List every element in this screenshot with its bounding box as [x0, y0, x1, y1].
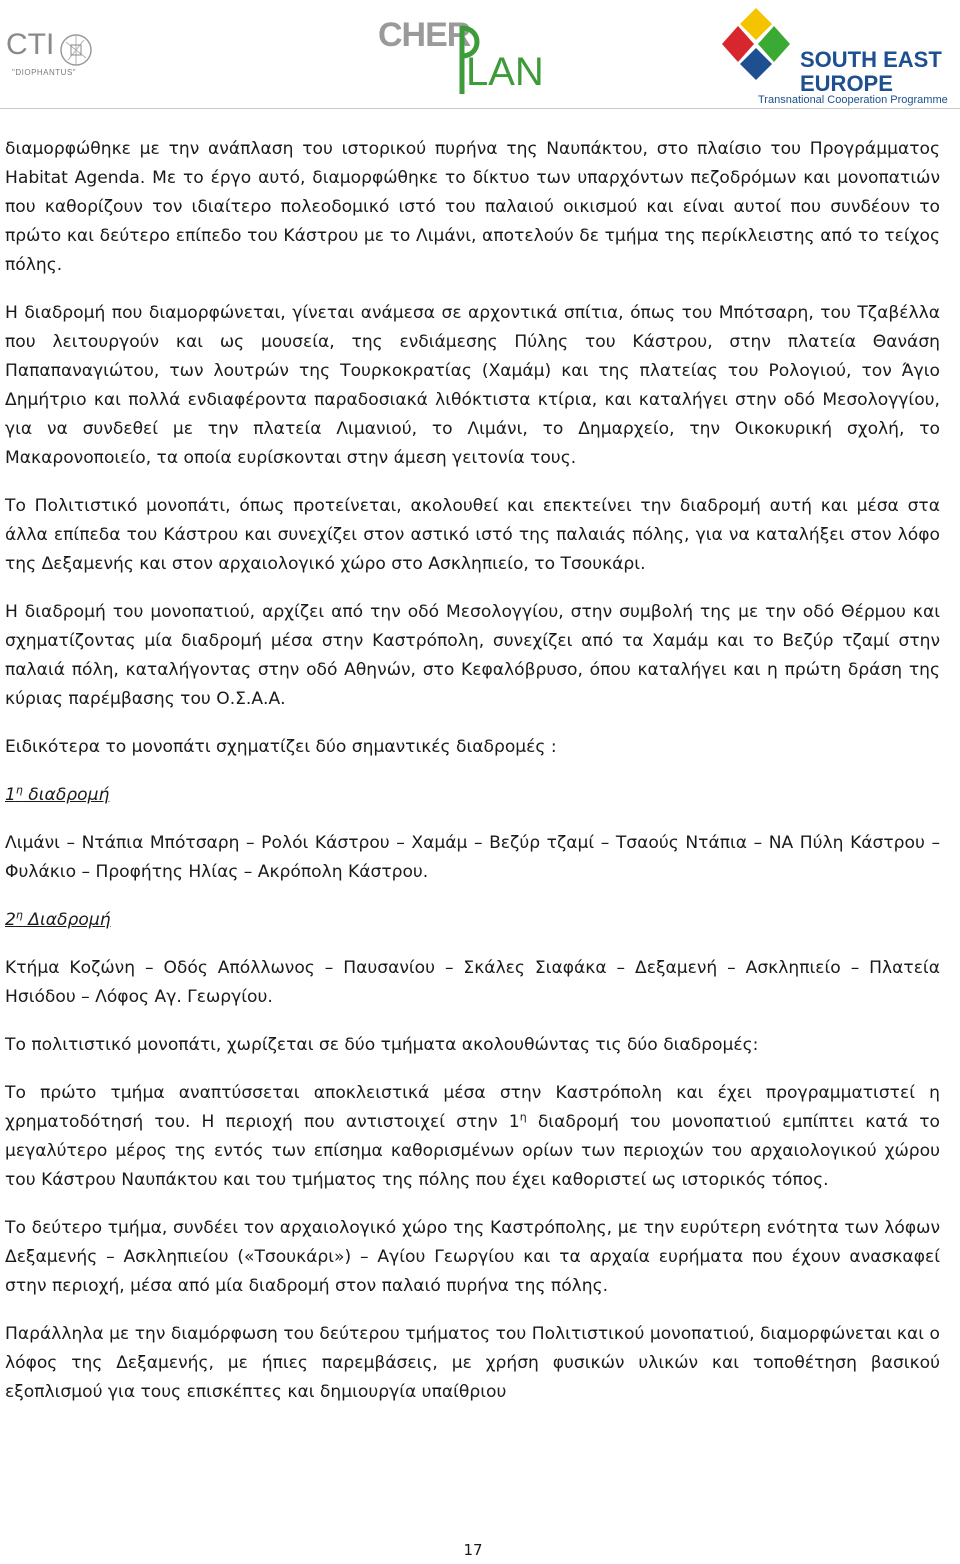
cherplan-logo — [378, 14, 568, 96]
route-1-description: Λιμάνι – Ντάπια Μπότσαρη – Ρολόι Κάστρου – Χαμάμ – Βεζύρ τζαμί – Τσαούς Ντάπια – ΝΑ Πύλη Κάστρου – Φυλάκιο – Προφήτης Ηλίας – Ακρόπολη Κάστρου. — [5, 833, 940, 882]
paragraph-6: Το πολιτιστικό μονοπάτι, χωρίζεται σε δύο τμήματα ακολουθώντας τις δύο διαδρομές: — [5, 1035, 759, 1055]
route-1-superscript: η — [15, 783, 23, 797]
see-logo-subtitle: Transnational Cooperation Programme — [758, 94, 948, 106]
route-2-heading — [5, 906, 940, 935]
route-2-superscript: η — [15, 908, 23, 922]
paragraph-5: Ειδικότερα το μονοπάτι σχηματίζει δύο σημαντικές διαδρομές : — [5, 737, 557, 757]
route-1-heading — [5, 781, 940, 810]
route-2-description: Κτήμα Κοζώνη – Οδός Απόλλωνος – Παυσανίου – Σκάλες Σιαφάκα – Δεξαμενή – Ασκληπιείο – Πλατεία Ησιόδου – Λόφος Αγ. Γεωργίου. — [5, 958, 940, 1007]
cti-logo-text: CTI — [6, 28, 55, 61]
see-title-line2: EUROPE — [800, 71, 893, 96]
paragraph-4: Η διαδρομή του μονοπατιού, αρχίζει από την οδό Μεσολογγίου, στην συμβολή της με την οδό Θέρμου και σχηματίζοντας μία διαδρομή μέσα στην Καστρόπολη, συνεχίζει από τα Χαμάμ και το Βεζύρ τζαμί στην παλαιά πόλη, καταλήγοντας στην οδό Αθηνών, στο Κεφαλόβρυσο, όπου καταλήγει και η πρώτη δράση της κύριας παρέμβασης του Ο.Σ.Α.Α. — [5, 602, 940, 709]
document-body — [5, 135, 940, 1426]
paragraph-3: Το Πολιτιστικό μονοπάτι, όπως προτείνεται, ακολουθεί και επεκτείνει την διαδρομή αυτή και μέσα στα άλλα επίπεδα του Κάστρου και συνεχίζει στον αστικό ιστό της παλαιάς πόλης, για να καταλήξει στον λόφο της Δεξαμενής και στον αρχαιολογικό χώρο στο Ασκληπιείο, το Τσουκάρι. — [5, 496, 940, 574]
route-2-word: Διαδρομή — [22, 910, 111, 930]
paragraph-7-part-a: Το πρώτο τμήμα αναπτύσσεται αποκλειστικά μέσα στην Καστρόπολη και έχει προγραμματιστεί η χρηματοδότησή του. Η περιοχή που αντιστοιχεί στην 1 — [5, 1083, 940, 1132]
route-2-heading-text — [5, 910, 111, 930]
page-number: 17 — [463, 1541, 483, 1559]
paragraph-2: Η διαδρομή που διαμορφώνεται, γίνεται ανάμεσα σε αρχοντικά σπίτια, όπως του Μπότσαρη, του Τζαβέλλα που λειτουργούν και ως μουσεία, της ενδιάμεσης Πύλης του Κάστρου, στην πλατεία Θανάση Παπαπαναγιώτου, των λουτρών της Τουρκοκρατίας (Χαμάμ) και της πλατείας του Ρολογιού, τον Άγιο Δημήτριο και πολλά ενδιαφέροντα παραδοσιακά λιθόκτιστα κτίρια, και καταλήγει στην οδό Μεσολογγίου, για να συνδεθεί με την πλατεία Λιμανιού, το Λιμάνι, το Δημαρχείο, την Οικοκυρική σχολή, το Μακαρονοποιείο, τα οποία ευρίσκονται στην άμεση γειτονία τους. — [5, 303, 940, 468]
route-1-number: 1 — [5, 785, 16, 805]
see-emblem-icon — [718, 4, 798, 84]
paragraph-7-part-b: διαδρομή του μονοπατιού εμπίπτει κατά το μεγαλύτερο μέρος της εντός των επίσημα καθορισμένων ορίων των περιοχών του αρχαιολογικού χώρου του Κάστρου Ναυπάκτου και του τμήματος της πόλης που έχει καθοριστεί ως ιστορικός τόπος. — [5, 1112, 940, 1190]
header-divider — [0, 108, 960, 109]
route-1-word: διαδρομή — [22, 785, 110, 805]
cti-logo-subtitle: "DIOPHANTUS" — [12, 68, 77, 77]
see-logo-title — [800, 48, 942, 96]
paragraph-1: διαμορφώθηκε με την ανάπλαση του ιστορικού πυρήνα της Ναυπάκτου, στο πλαίσιο του Προγράμματος Habitat Agenda. Με το έργο αυτό, διαμορφώθηκε το δίκτυο των υπαρχόντων πεζοδρόμων και μονοπατιών που καθορίζουν τον ιδιαίτερο πολεοδομικό ιστό του παλαιού οικισμού και είναι αυτοί που συνδέουν το πρώτο και δεύτερο επίπεδο του Κάστρου με το Λιμάνι, αποτελούν δε τμήμα της περίκλειστης από το τείχος πόλης. — [5, 139, 940, 275]
see-title-line1: SOUTH EAST — [800, 47, 942, 72]
south-east-europe-logo — [718, 4, 958, 108]
page-header — [0, 0, 960, 112]
cti-logo — [6, 24, 98, 86]
cherplan-logo-cher: CHER — [378, 16, 471, 54]
paragraph-7 — [5, 1079, 940, 1195]
route-1-heading-text — [5, 785, 109, 805]
paragraph-7-superscript: η — [519, 1110, 527, 1124]
paragraph-8: Το δεύτερο τμήμα, συνδέει τον αρχαιολογικό χώρο της Καστρόπολης, με την ευρύτερη ενότητα των λόφων Δεξαμενής – Ασκληπιείου («Τσουκάρι») – Αγίου Γεωργίου και τα αρχαία ευρήματα που έχουν ανασκαφεί στην περιοχή, μέσα από μία διαδρομή στον παλαιό πυρήνα της πόλης. — [5, 1218, 940, 1296]
paragraph-9: Παράλληλα με την διαμόρφωση του δεύτερου τμήματος του Πολιτιστικού μονοπατιού, διαμορφώνεται και ο λόφος της Δεξαμενής, με ήπιες παρεμβάσεις, με χρήση φυσικών υλικών και τοποθέτηση βασικού εξοπλισμού για τους επισκέπτες και δημιουργία υπαίθριου — [5, 1324, 940, 1402]
cti-emblem-icon — [58, 30, 94, 70]
cherplan-logo-plan: LAN — [466, 50, 544, 94]
route-2-number: 2 — [5, 910, 16, 930]
